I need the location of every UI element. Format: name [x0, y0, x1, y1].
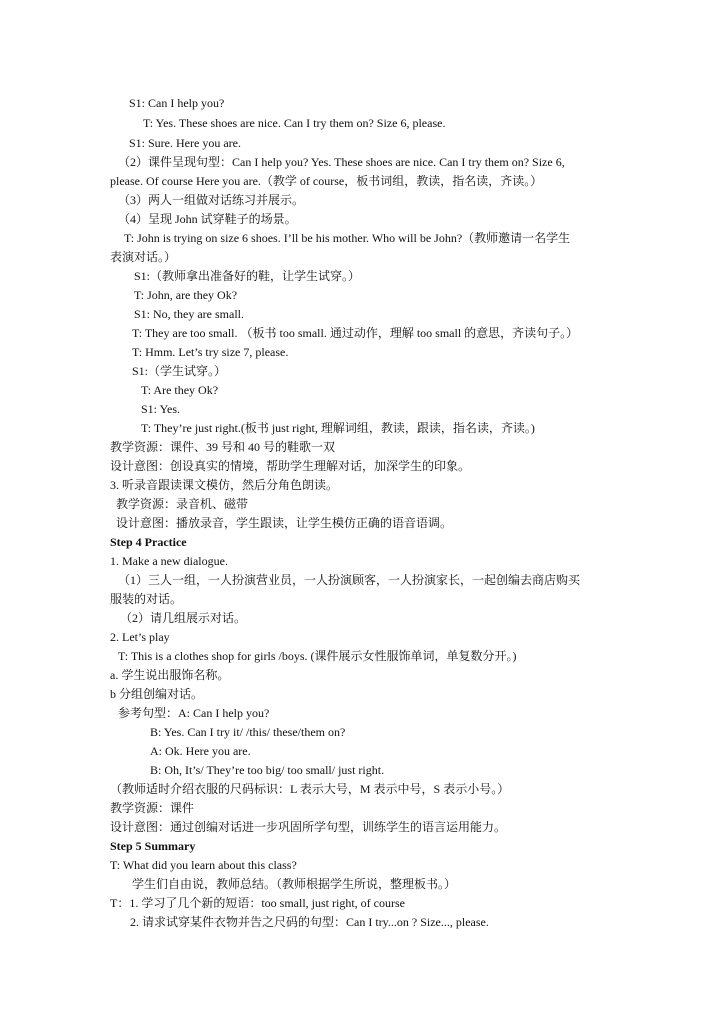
text-line: 2. 请求试穿某件衣物并告之尺码的句型：Can I try...on ? Size..., please. [130, 915, 489, 929]
text-line: B: Yes. Can I try it/ /this/ these/them on? [150, 725, 346, 739]
text-line: （2）课件呈现句型：Can I help you? Yes. These shoes are nice. Can I try them on? Size 6, [118, 155, 565, 169]
text-line: 设计意图：播放录音，学生跟读，让学生模仿正确的语音语调。 [116, 516, 453, 530]
text-line: （教师适时介绍衣服的尺码标识：L 表示大号，M 表示中号，S 表示小号。） [110, 782, 510, 796]
text-line: T: Hmm. Let’s try size 7, please. [132, 345, 289, 359]
text-line: S1: Can I help you? [129, 96, 225, 110]
text-line: B: Oh, It’s/ They’re too big/ too small/ just right. [150, 763, 385, 777]
text-line: T: This is a clothes shop for girls /boys. (课件展示女性服饰单词，单复数分开。) [118, 649, 517, 663]
text-line: （1）三人一组，一人扮演营业员，一人扮演顾客，一人扮演家长，一起创编去商店购买 [118, 573, 581, 587]
text-line: 2. Let’s play [110, 630, 170, 644]
text-line: （4）呈现 John 试穿鞋子的场景。 [118, 212, 297, 226]
text-line: please. Of course Here you are.（教学 of course，板书词组，教读，指名读，齐读。） [110, 174, 543, 188]
text-line: 1. Make a new dialogue. [110, 554, 228, 568]
text-line: 学生们自由说，教师总结。（教师根据学生所说，整理板书。） [132, 877, 457, 891]
text-line: 服装的对话。 [110, 592, 183, 606]
text-line: 表演对话。） [110, 250, 177, 264]
text-line: S1: Yes. [141, 402, 181, 416]
text-line: 参考句型：A: Can I help you? [118, 706, 270, 720]
text-line: 教学资源：课件、39 号和 40 号的鞋歌一双 [110, 440, 336, 454]
text-line: 教学资源：录音机、磁带 [116, 497, 249, 511]
text-line: T: What did you learn about this class? [110, 858, 297, 872]
text-line: T: Are they Ok? [141, 383, 219, 397]
text-line: 3. 听录音跟读课文模仿，然后分角色朗读。 [110, 478, 339, 492]
text-line: S1:（学生试穿。） [132, 364, 227, 378]
text-line: A: Ok. Here you are. [150, 744, 251, 758]
text-line: （2）请几组展示对话。 [120, 611, 247, 625]
text-line: （3）两人一组做对话练习并展示。 [118, 193, 305, 207]
text-line: b 分组创编对话。 [110, 687, 204, 701]
text-line: T：1. 学习了几个新的短语：too small, just right, of course [110, 896, 405, 910]
text-line: T: Yes. These shoes are nice. Can I try them on? Size 6, please. [143, 116, 446, 130]
text-line: T: They’re just right.(板书 just right, 理解词组，教读，跟读，指名读，齐读。) [141, 421, 535, 435]
text-line: 设计意图：创设真实的情境，帮助学生理解对话，加深学生的印象。 [110, 459, 471, 473]
text-line: a. 学生说出服饰名称。 [110, 668, 230, 682]
text-line: T: They are too small. （板书 too small. 通过动作，理解 too small 的意思，齐读句子。） [132, 326, 579, 340]
text-line: 设计意图：通过创编对话进一步巩固所学句型，训练学生的语言运用能力。 [110, 820, 507, 834]
text-line: S1: Sure. Here you are. [129, 136, 241, 150]
text-line: T: John is trying on size 6 shoes. I’ll be his mother. Who will be John?（教师邀请一名学生 [124, 231, 571, 245]
section-heading: Step 4 Practice [110, 535, 187, 549]
section-heading: Step 5 Summary [110, 839, 196, 853]
text-line: S1: No, they are small. [134, 307, 244, 321]
text-line: S1:（教师拿出准备好的鞋，让学生试穿。） [134, 269, 361, 283]
text-line: 教学资源：课件 [110, 801, 195, 815]
text-line: T: John, are they Ok? [134, 288, 238, 302]
